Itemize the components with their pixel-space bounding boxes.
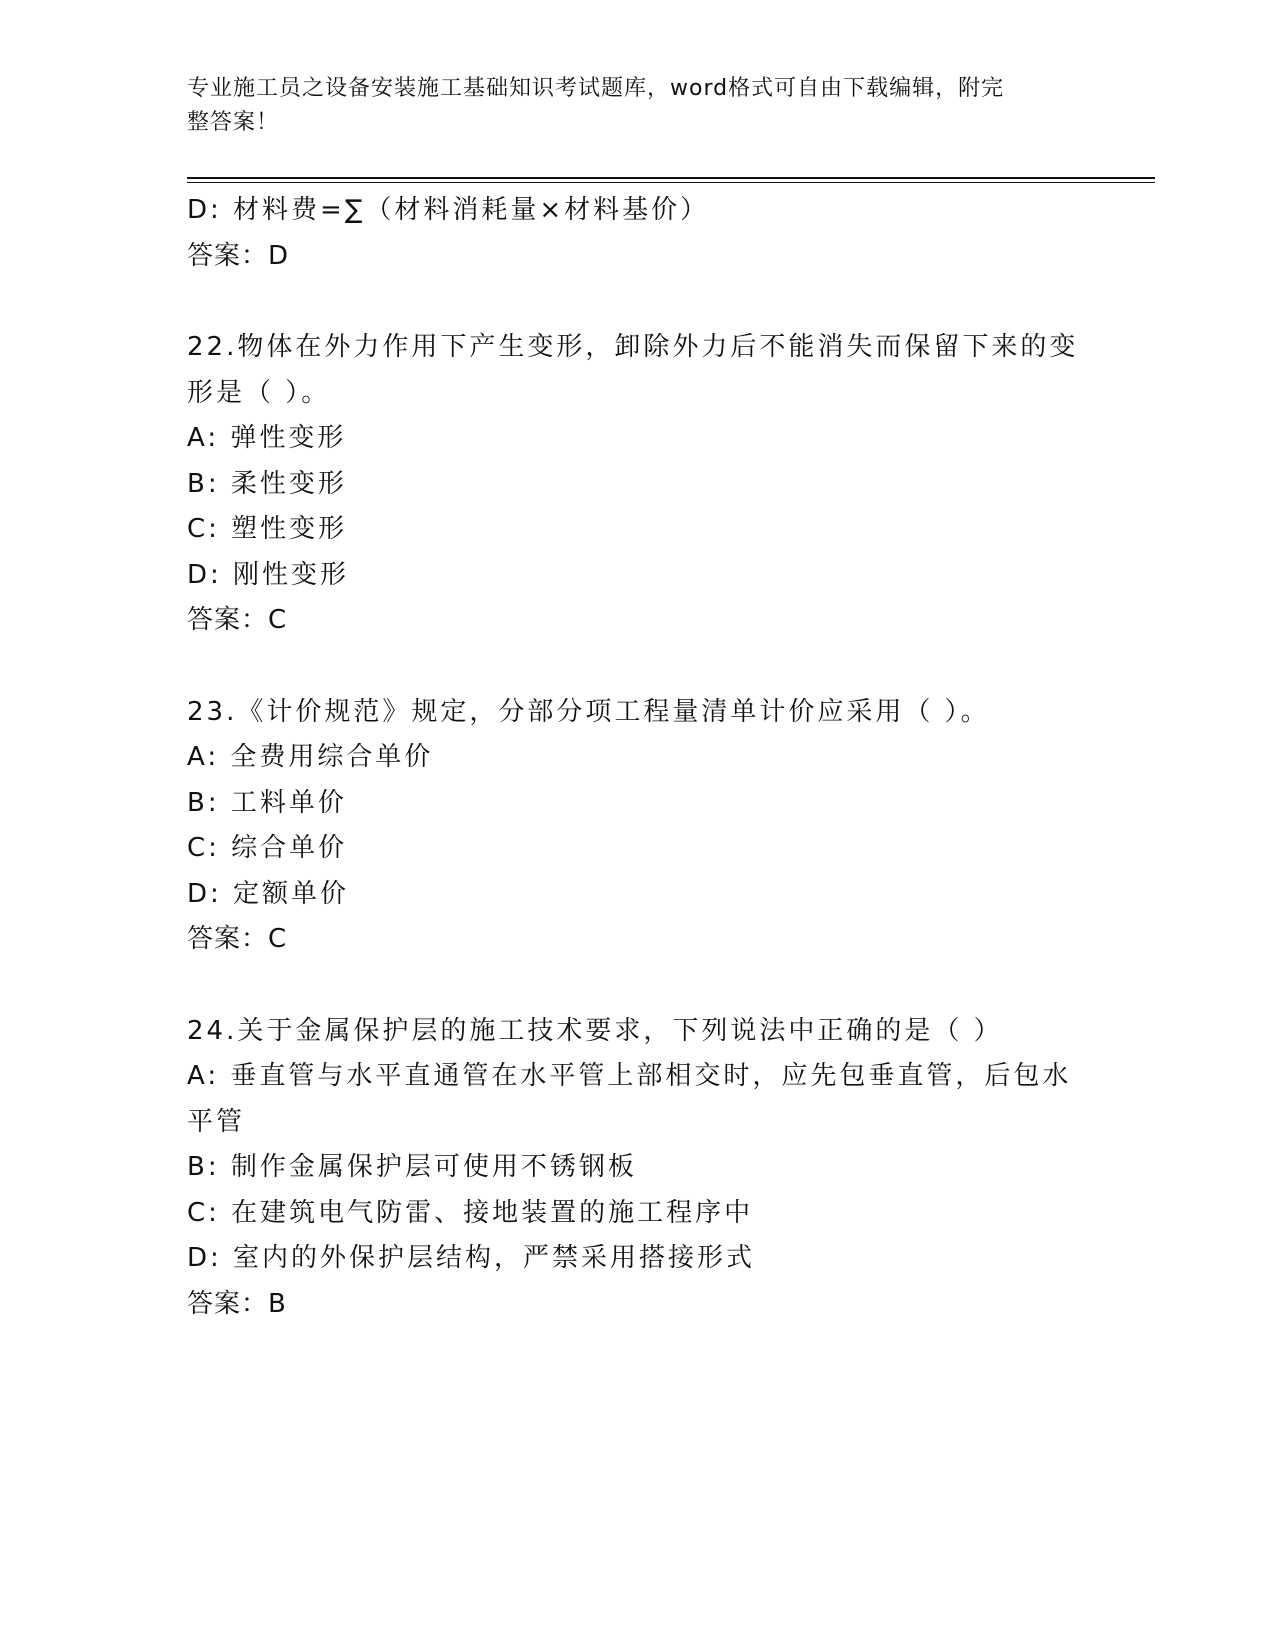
question-stem: 22.物体在外力作用下产生变形，卸除外力后不能消失而保留下来的变	[187, 332, 1079, 362]
question-21-tail	[187, 188, 1087, 279]
header-title-line1: 专业施工员之设备安装施工基础知识考试题库，word格式可自由下载编辑，附完	[187, 76, 1005, 101]
option-c: C: 在建筑电气防雷、接地装置的施工程序中	[187, 1197, 754, 1228]
document-header	[187, 72, 1067, 140]
spacer	[187, 279, 1087, 325]
option-a: A: 垂直管与水平直通管在水平管上部相交时，应先包垂直管，后包水	[187, 1061, 1072, 1091]
header-divider-thick	[187, 177, 1155, 179]
header-divider-thin	[187, 182, 1155, 183]
option-a-continued: 平管	[187, 1106, 246, 1137]
answer-line: 答案：D	[187, 240, 290, 271]
answer-line: 答案：C	[187, 924, 288, 954]
spacer	[187, 963, 1087, 1009]
spacer	[187, 644, 1087, 690]
option-d: D: 定额单价	[187, 878, 350, 909]
option-d: D: 刚性变形	[187, 559, 350, 590]
option-b: B: 工料单价	[187, 787, 347, 818]
option-a: A: 全费用综合单价	[187, 742, 434, 772]
option-c: C: 综合单价	[187, 833, 348, 863]
header-title-line2: 整答案！	[187, 110, 280, 135]
question-24	[187, 1009, 1087, 1328]
question-stem-continued: 形是（ ）。	[187, 377, 331, 408]
question-22	[187, 325, 1087, 644]
option-c: C: 塑性变形	[187, 514, 348, 544]
option-d: D: 室内的外保护层结构，严禁采用搭接形式	[187, 1243, 756, 1273]
option-a: A: 弹性变形	[187, 423, 347, 453]
option-d: D: 材料费=∑（材料消耗量×材料基价）	[187, 195, 710, 225]
question-content	[187, 188, 1087, 1327]
answer-line: 答案：B	[187, 1288, 287, 1319]
answer-line: 答案：C	[187, 605, 288, 635]
question-stem: 24.关于金属保护层的施工技术要求，下列说法中正确的是（ ）	[187, 1015, 1003, 1046]
option-b: B: 柔性变形	[187, 468, 347, 499]
option-b: B: 制作金属保护层可使用不锈钢板	[187, 1152, 637, 1182]
question-23	[187, 690, 1087, 963]
question-stem: 23.《计价规范》规定，分部分项工程量清单计价应采用（ ）。	[187, 696, 990, 727]
